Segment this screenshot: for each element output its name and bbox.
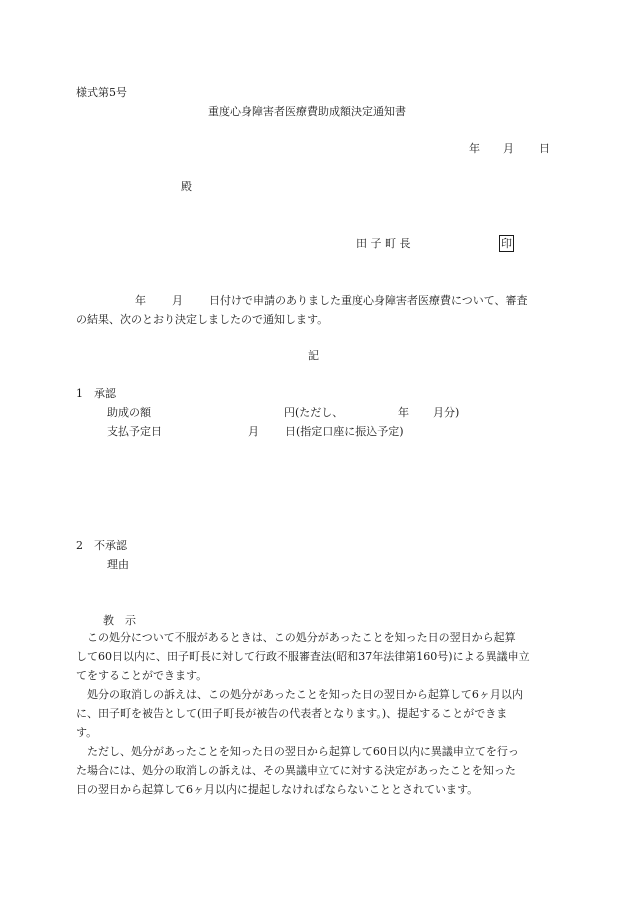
instruction-line: す。 xyxy=(76,726,98,739)
amount-suffix: 円(ただし、 xyxy=(284,406,344,419)
date-year: 年 xyxy=(469,142,480,155)
instruction-line: して60日以内に、田子町長に対して行政不服審査法(昭和37年法律第160号)による異議申立 xyxy=(76,650,530,663)
amount-year: 年 xyxy=(398,406,409,419)
rejected-heading: 2 不承認 xyxy=(76,539,127,552)
intro-year: 年 xyxy=(135,294,146,307)
intro-month: 月 xyxy=(172,294,183,307)
instruction-line: 日の翌日から起算して6ヶ月以内に提起しなければならないこととされています。 xyxy=(76,783,479,796)
payment-day: 日(指定口座に振込予定) xyxy=(285,425,404,438)
instruction-line: この処分について不服があるときは、この処分があったことを知った日の翌日から起算 xyxy=(76,631,516,644)
ki-mark: 記 xyxy=(308,349,319,362)
instruction-line: に、田子町を被告として(田子町長が被告の代表者となります。)、提起することができま xyxy=(76,707,508,720)
instruction-line: た場合には、処分の取消しの訴えは、その異議申立てに対する決定があったことを知った xyxy=(76,764,516,777)
document-title: 重度心身障害者医療費助成額決定通知書 xyxy=(208,105,406,118)
instruction-line: てをすることができます。 xyxy=(76,669,208,682)
date-month: 月 xyxy=(503,142,514,155)
date-day: 日 xyxy=(539,142,550,155)
amount-month: 月分) xyxy=(433,406,460,419)
issuer-name: 田 子 町 長 xyxy=(356,237,411,250)
seal-label: 印 xyxy=(501,237,512,250)
payment-month: 月 xyxy=(248,425,259,438)
addressee-suffix: 殿 xyxy=(181,180,192,193)
instruction-body xyxy=(76,628,554,799)
reason-label: 理由 xyxy=(107,558,129,571)
intro-line2: の結果、次のとおり決定しましたので通知します。 xyxy=(76,313,329,326)
instruction-heading: 教 示 xyxy=(103,614,136,627)
amount-label: 助成の額 xyxy=(107,406,151,419)
approved-heading: 1 承認 xyxy=(76,387,116,400)
instruction-line: 処分の取消しの訴えは、この処分があったことを知った日の翌日から起算して6ヶ月以内 xyxy=(76,688,523,701)
intro-line1: 日付けで申請のありました重度心身障害者医療費について、審査 xyxy=(209,294,528,307)
seal-mark xyxy=(499,235,514,252)
payment-label: 支払予定日 xyxy=(107,425,162,438)
form-number: 様式第5号 xyxy=(76,86,127,99)
instruction-line: ただし、処分があったことを知った日の翌日から起算して60日以内に異議申立てを行っ xyxy=(76,745,519,758)
